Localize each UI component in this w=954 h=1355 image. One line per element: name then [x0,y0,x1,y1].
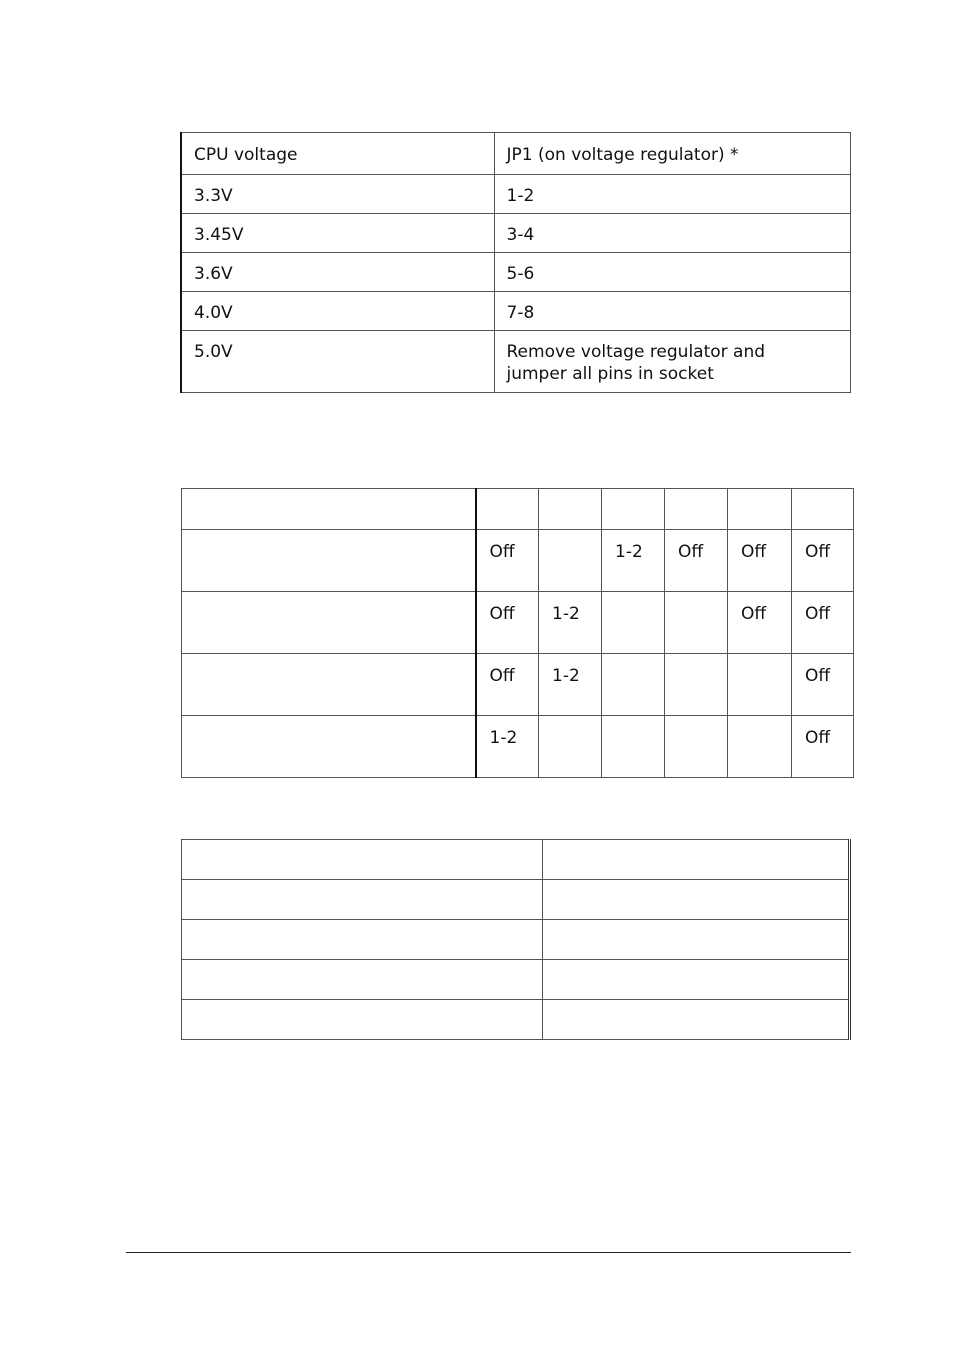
voltage-cell: 3.6V [181,253,494,292]
header-cell [602,489,665,530]
setting-cell: 1-2 [476,716,539,778]
voltage-cell: 3.3V [181,175,494,214]
setting-cell [602,716,665,778]
header-cpu-voltage: CPU voltage [181,133,494,175]
setting-cell [728,716,792,778]
setting-cell: 1-2 [602,530,665,592]
setting-cell: 1-2 [539,654,602,716]
label-cell [182,654,476,716]
setting-cell: 1-2 [539,592,602,654]
table-row [182,530,854,592]
table-cell [182,920,543,960]
table-cell [182,960,543,1000]
setting-cell [665,716,728,778]
setting-cell: Off [476,530,539,592]
setting-cell [539,716,602,778]
table-row [181,175,851,214]
table-row [182,654,854,716]
cpu-voltage-table [180,132,851,393]
setting-cell [602,592,665,654]
setting-cell [602,654,665,716]
table-cell [182,880,543,920]
table-row [182,716,854,778]
jumper-cell-line-1: Remove voltage regulator and [506,342,766,362]
label-cell [182,530,476,592]
setting-cell: Off [728,530,792,592]
jumper-settings-table [181,488,854,778]
voltage-cell: 5.0V [181,331,494,393]
setting-cell [665,654,728,716]
header-cell [665,489,728,530]
table-cell [182,1000,543,1040]
setting-cell [665,592,728,654]
table-row [182,840,850,880]
header-jp1: JP1 (on voltage regulator) * [494,133,851,175]
label-cell [182,592,476,654]
table-row [182,920,850,960]
setting-cell: Off [476,592,539,654]
header-cell [539,489,602,530]
setting-cell: Off [665,530,728,592]
jumper-cell-line-2: jumper all pins in socket [506,364,714,384]
setting-cell: Off [792,716,854,778]
table-row [181,253,851,292]
blank-table [181,839,851,1040]
footer-divider [126,1252,851,1253]
table-header-row [181,133,851,175]
jumper-cell: 1-2 [494,175,851,214]
table-row [181,331,851,393]
setting-cell [728,654,792,716]
table-cell [543,880,850,920]
header-cell [182,489,476,530]
table-header-row [182,489,854,530]
setting-cell [539,530,602,592]
table-row [181,214,851,253]
table-cell [543,960,850,1000]
table-row [182,1000,850,1040]
jumper-cell: 5-6 [494,253,851,292]
setting-cell: Off [476,654,539,716]
table-cell [182,840,543,880]
table-row [182,880,850,920]
table-row [182,960,850,1000]
setting-cell: Off [792,654,854,716]
table-row [182,592,854,654]
voltage-cell: 3.45V [181,214,494,253]
table-cell [543,920,850,960]
table-row [181,292,851,331]
header-cell [728,489,792,530]
jumper-cell [494,331,851,393]
header-cell [792,489,854,530]
header-cell [476,489,539,530]
setting-cell: Off [792,592,854,654]
label-cell [182,716,476,778]
table-cell [543,840,850,880]
setting-cell: Off [792,530,854,592]
setting-cell: Off [728,592,792,654]
jumper-cell: 3-4 [494,214,851,253]
voltage-cell: 4.0V [181,292,494,331]
table-cell [543,1000,850,1040]
jumper-cell: 7-8 [494,292,851,331]
